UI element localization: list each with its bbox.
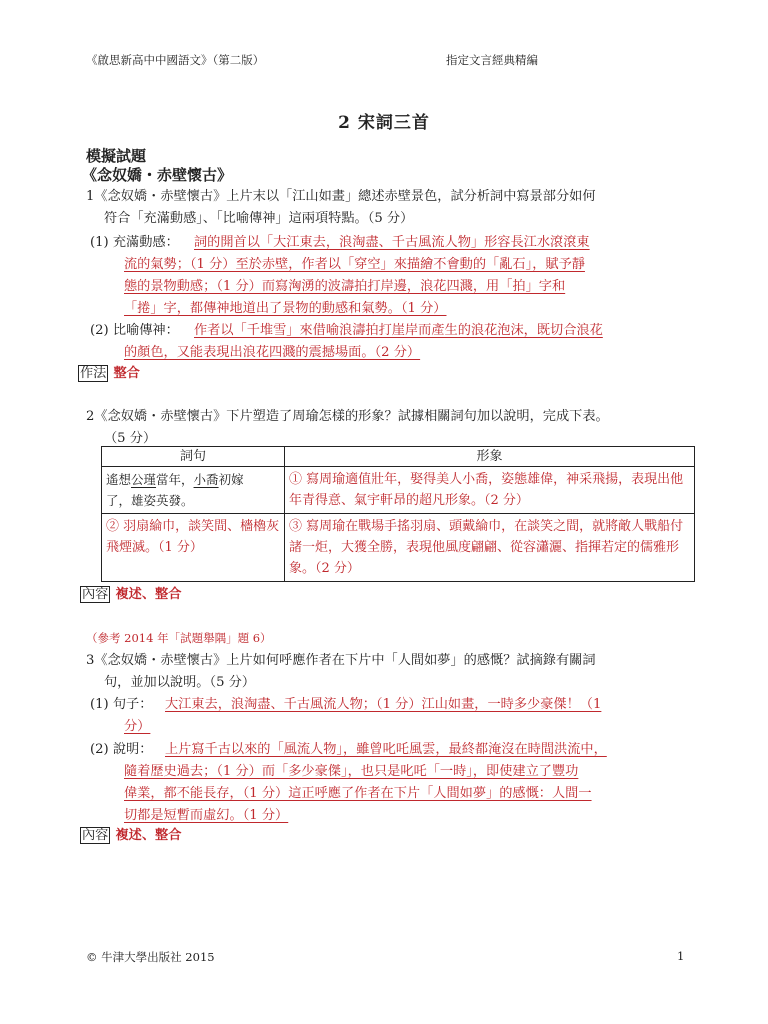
table-cell-image: ③ 寫周瑜在戰場手搖羽扇、頭戴綸巾，在談笑之間，就將敵人戰船付諸一炬，大獲全勝，表現他風度翩翩、從容瀟灑、指揮若定的儒雅形象。（2 分） — [285, 514, 695, 582]
q3-answer1-line: 分） — [124, 719, 151, 734]
q1-skill-tag — [78, 362, 140, 383]
running-header-right: 指定文言經典精編 — [446, 53, 538, 67]
table-row — [102, 514, 695, 582]
skill-tag-text: 複述、整合 — [115, 587, 182, 602]
skill-tag-box: 內容 — [82, 828, 109, 843]
q1-answer1-line: 「捲」字，都傳神地道出了景物的動感和氣勢。（1 分） — [124, 301, 447, 316]
q3-answer2-line: 上片寫千古以來的「風流人物」，雖曾叱吒風雲，最終都淹沒在時間洪流中， — [165, 742, 607, 757]
table-cell-verse: 遙想公瑾當年，小喬初嫁 了，雄姿英發。 — [102, 467, 285, 514]
q1-answer1-line: 流的氣勢；（1 分）至於赤壁，作者以「穿空」來描繪不會動的「亂石」，賦予靜 — [124, 257, 585, 272]
subsection-title: 《念奴嬌・赤壁懷古》 — [82, 166, 233, 184]
q1-answer1-line: 態的景物動感；（1 分）而寫洶湧的波濤拍打岸邊，浪花四濺，用「拍」字和 — [124, 279, 566, 294]
skill-tag-text: 複述、整合 — [115, 828, 182, 843]
q3-answer1-label: (1) 句子： — [90, 697, 153, 712]
q1-answer2-line: 的顏色，又能表現出浪花四濺的震撼場面。（2 分） — [124, 345, 421, 360]
q1-answer2-label: (2) 比喻傳神： — [90, 323, 179, 338]
skill-tag-box: 內容 — [82, 587, 109, 602]
footer-copyright: © 牛津大學出版社 2015 — [86, 950, 215, 964]
table-header-cell: 形象 — [285, 447, 695, 467]
q1-prompt-line2: 符合「充滿動感」、「比喻傳神」這兩項特點。（5 分） — [104, 211, 414, 226]
table-cell-verse: ② 羽扇綸巾，談笑間、檣櫓灰飛煙滅。（1 分） — [102, 514, 285, 582]
q2-prompt-line1: 2《念奴嬌・赤壁懷古》下片塑造了周瑜怎樣的形象？試據相關詞句加以說明，完成下表。 — [86, 409, 609, 424]
table-header-row — [102, 447, 695, 467]
q1-answer2-line: 作者以「千堆雪」來借喻浪濤拍打崖岸而產生的浪花泡沫，既切合浪花 — [194, 323, 603, 338]
q2-skill-tag — [80, 583, 181, 604]
skill-tag-text: 整合 — [113, 366, 140, 381]
q2-answer-table — [101, 446, 695, 582]
table-row — [102, 467, 695, 514]
q1-prompt-line1: 1《念奴嬌・赤壁懷古》上片末以「江山如畫」總述赤壁景色，試分析詞中寫景部分如何 — [86, 189, 596, 204]
q3-answer2-line: 隨着歷史過去；（1 分）而「多少豪傑」，也只是叱吒「一時」，即使建立了豐功 — [124, 764, 579, 779]
q1-answer1-label: (1) 充滿動感： — [90, 235, 179, 250]
q3-prompt-line2: 句，並加以說明。（5 分） — [104, 675, 256, 690]
q1-answer1-line: 詞的開首以「大江東去，浪淘盡、千古風流人物」形容長江水滾滾東 — [194, 235, 590, 250]
q3-answer2-line: 偉業，都不能長存，（1 分）這正呼應了作者在下片「人間如夢」的感慨：人間一 — [124, 786, 592, 801]
section-title: 模擬試題 — [86, 147, 147, 165]
q2-prompt-line2: （5 分） — [104, 431, 157, 446]
running-header-left: 《啟思新高中中國語文》（第二版） — [86, 53, 265, 67]
skill-tag-box: 作法 — [80, 366, 107, 381]
q3-prompt-line1: 3《念奴嬌・赤壁懷古》上片如何呼應作者在下片中「人間如夢」的感慨？試摘錄有關詞 — [86, 653, 596, 668]
q3-skill-tag — [80, 824, 181, 845]
q3-answer2-label: (2) 說明： — [90, 742, 153, 757]
table-cell-image: ① 寫周瑜適值壯年，娶得美人小喬，姿態雄偉，神采飛揚，表現出他年青得意、氣宇軒昂的超凡形象。（2 分） — [285, 467, 695, 514]
page-title: 2 宋詞三首 — [338, 113, 430, 133]
table-header-cell: 詞句 — [102, 447, 285, 467]
q3-answer2-line: 切都是短暫而虛幻。（1 分） — [124, 808, 289, 823]
q3-answer1-line: 大江東去，浪淘盡、千古風流人物；（1 分）江山如畫，一時多少豪傑！（1 — [165, 697, 602, 712]
page-number: 1 — [677, 949, 685, 963]
reference-note: （參考 2014 年「試題舉隅」題 6） — [86, 631, 272, 645]
